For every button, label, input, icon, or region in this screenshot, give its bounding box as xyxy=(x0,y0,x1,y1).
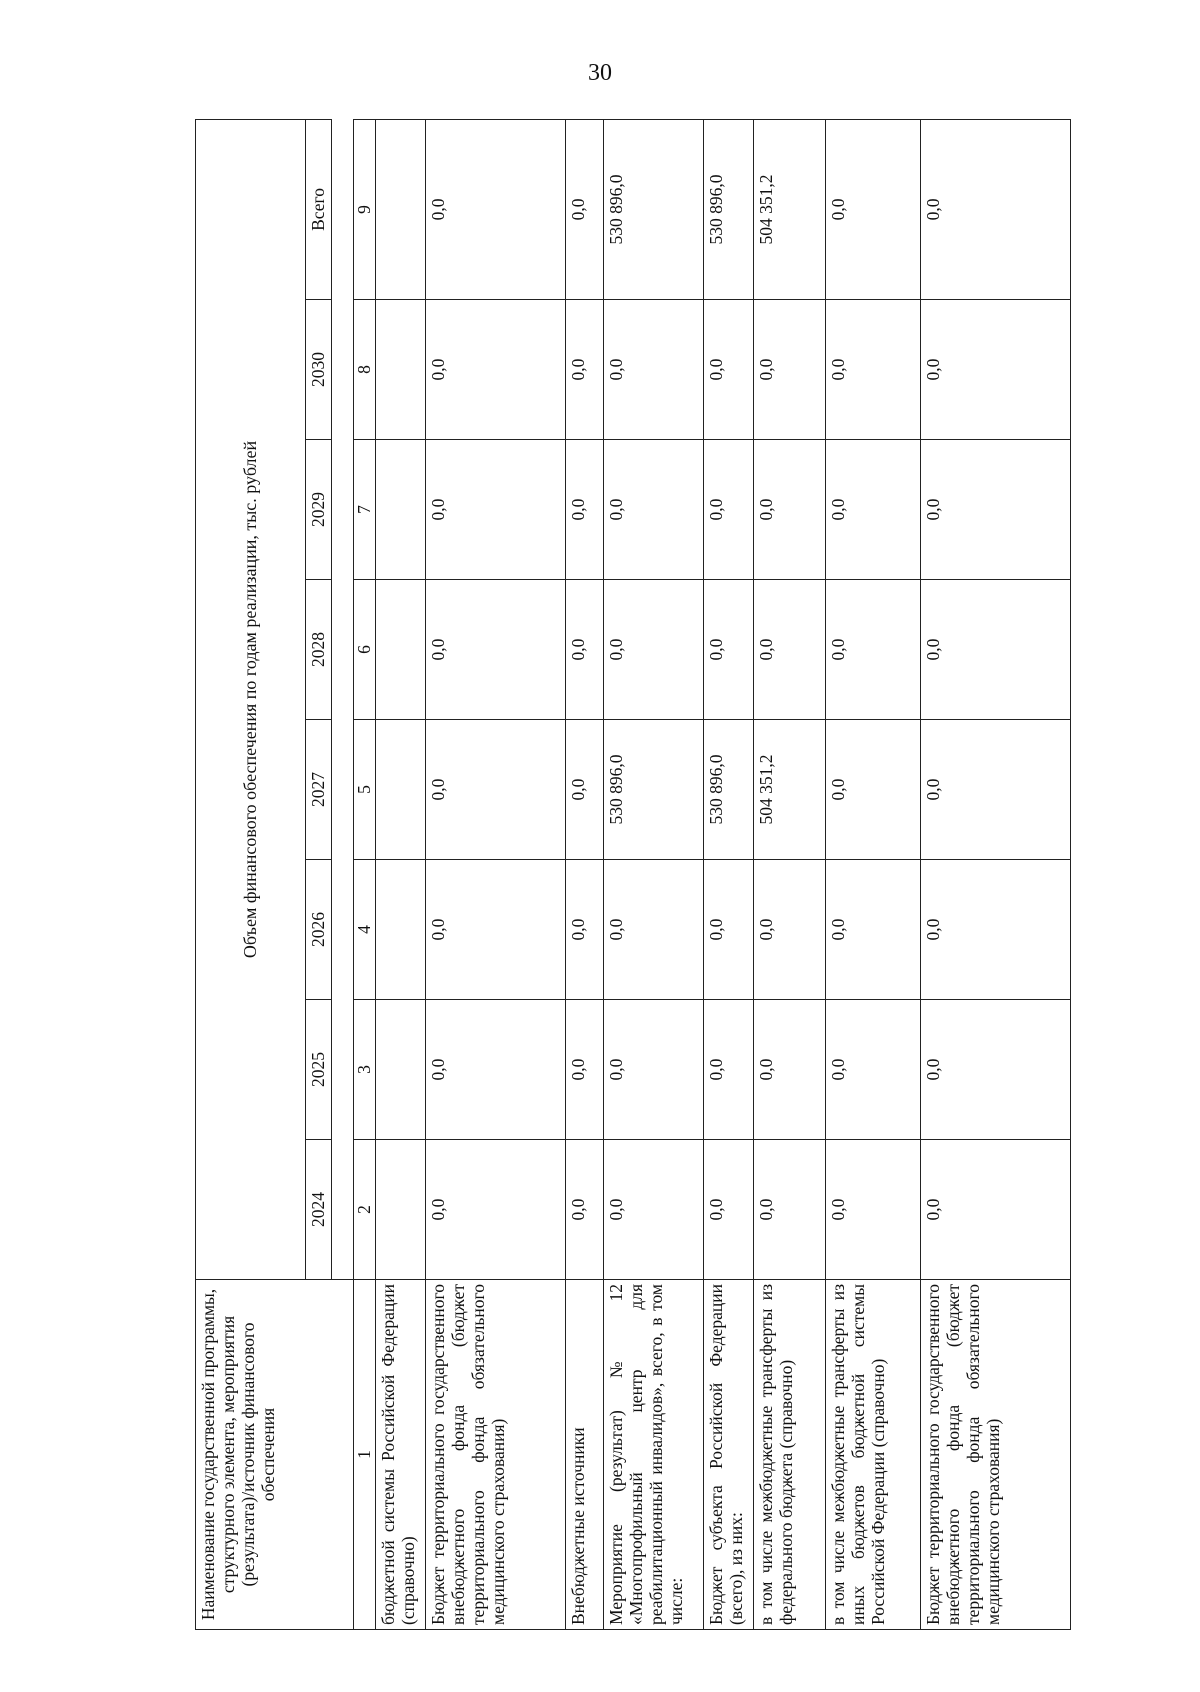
column-number: 4 xyxy=(354,860,376,1000)
value-cell: 0,0 xyxy=(826,1140,921,1280)
column-number: 9 xyxy=(354,119,376,299)
value-cell: 0,0 xyxy=(921,860,1071,1000)
value-cell: 0,0 xyxy=(426,720,566,860)
value-cell: 0,0 xyxy=(826,119,921,299)
table-row xyxy=(604,119,704,1629)
value-cell: 0,0 xyxy=(566,860,604,1000)
column-number: 7 xyxy=(354,440,376,580)
value-cell: 0,0 xyxy=(604,860,704,1000)
value-cell: 0,0 xyxy=(426,1140,566,1280)
header-financing-group: Объем финансового обеспечения по годам реализации, тыс. рублей xyxy=(196,119,306,1279)
value-cell: 0,0 xyxy=(826,440,921,580)
row-name: бюджетной системы Российской Федерации (справочно) xyxy=(376,1280,426,1630)
column-number: 2 xyxy=(354,1140,376,1280)
value-cell: 0,0 xyxy=(566,720,604,860)
header-total: Всего xyxy=(306,119,332,299)
table-row xyxy=(376,119,426,1629)
value-cell xyxy=(376,1000,426,1140)
value-cell: 0,0 xyxy=(426,1000,566,1140)
value-cell xyxy=(376,720,426,860)
value-cell: 0,0 xyxy=(754,860,826,1000)
value-cell: 0,0 xyxy=(566,440,604,580)
value-cell: 504 351,2 xyxy=(754,119,826,299)
value-cell: 530 896,0 xyxy=(604,119,704,299)
header-year: 2026 xyxy=(306,860,332,1000)
header-year: 2029 xyxy=(306,440,332,580)
value-cell xyxy=(376,1140,426,1280)
column-number: 5 xyxy=(354,720,376,860)
value-cell: 0,0 xyxy=(754,580,826,720)
value-cell: 0,0 xyxy=(604,580,704,720)
value-cell: 0,0 xyxy=(566,1140,604,1280)
table-row xyxy=(566,119,604,1629)
value-cell: 0,0 xyxy=(426,440,566,580)
value-cell: 0,0 xyxy=(426,119,566,299)
row-name: Бюджет территориального государственного внебюджетного фонда (бюджет территориального фонда обязательного медицинского страхования) xyxy=(426,1280,566,1630)
column-number: 1 xyxy=(354,1280,376,1630)
column-number: 8 xyxy=(354,300,376,440)
value-cell: 0,0 xyxy=(704,580,754,720)
row-name: в том числе межбюджетные трансферты из федерального бюджета (справочно) xyxy=(754,1280,826,1630)
value-cell: 0,0 xyxy=(604,1140,704,1280)
table-row xyxy=(426,119,566,1629)
value-cell: 0,0 xyxy=(704,1140,754,1280)
value-cell: 530 896,0 xyxy=(604,720,704,860)
value-cell xyxy=(376,860,426,1000)
value-cell: 0,0 xyxy=(754,300,826,440)
value-cell: 0,0 xyxy=(921,119,1071,299)
header-year: 2028 xyxy=(306,580,332,720)
value-cell: 0,0 xyxy=(921,720,1071,860)
header-year: 2030 xyxy=(306,300,332,440)
table-row xyxy=(921,119,1071,1629)
value-cell: 0,0 xyxy=(921,440,1071,580)
value-cell: 0,0 xyxy=(921,1140,1071,1280)
table-row xyxy=(754,119,826,1629)
row-name: Бюджет территориального государственного внебюджетного фонда (бюджет территориального фонда обязательного медицинского страхования) xyxy=(921,1280,1071,1630)
row-name: Внебюджетные источники xyxy=(566,1280,604,1630)
value-cell: 530 896,0 xyxy=(704,720,754,860)
column-number: 6 xyxy=(354,580,376,720)
value-cell: 0,0 xyxy=(704,860,754,1000)
row-name: Мероприятие (результат) № 12 «Многопрофильный центр для реабилитационный инвалидов», всего, в том числе: xyxy=(604,1280,704,1630)
value-cell: 0,0 xyxy=(826,860,921,1000)
header-name-column: Наименование государственной программы, структурного элемента, мероприятия (результата)/источник финансового обеспечения xyxy=(196,1280,354,1630)
value-cell: 0,0 xyxy=(921,1000,1071,1140)
value-cell xyxy=(376,580,426,720)
value-cell: 504 351,2 xyxy=(754,720,826,860)
row-name: Бюджет субъекта Российской Федерации (всего), из них: xyxy=(704,1280,754,1630)
value-cell: 0,0 xyxy=(826,1000,921,1140)
value-cell: 0,0 xyxy=(704,440,754,580)
value-cell: 0,0 xyxy=(566,119,604,299)
value-cell: 0,0 xyxy=(826,300,921,440)
value-cell: 0,0 xyxy=(604,440,704,580)
financing-table xyxy=(195,119,1071,1630)
value-cell: 0,0 xyxy=(426,860,566,1000)
header-year: 2025 xyxy=(306,1000,332,1140)
value-cell xyxy=(376,300,426,440)
value-cell: 0,0 xyxy=(566,300,604,440)
value-cell: 0,0 xyxy=(604,1000,704,1140)
header-year: 2027 xyxy=(306,720,332,860)
page-number: 30 xyxy=(588,60,612,86)
value-cell: 0,0 xyxy=(566,580,604,720)
value-cell: 0,0 xyxy=(604,300,704,440)
value-cell: 0,0 xyxy=(754,1000,826,1140)
value-cell: 0,0 xyxy=(426,580,566,720)
row-name: в том числе межбюджетные трансферты из иных бюджетов бюджетной системы Российской Федерации (справочно) xyxy=(826,1280,921,1630)
value-cell: 0,0 xyxy=(921,300,1071,440)
value-cell: 0,0 xyxy=(921,580,1071,720)
value-cell: 0,0 xyxy=(826,720,921,860)
value-cell xyxy=(376,440,426,580)
header-year: 2024 xyxy=(306,1140,332,1280)
value-cell: 0,0 xyxy=(426,300,566,440)
value-cell: 0,0 xyxy=(704,300,754,440)
value-cell: 530 896,0 xyxy=(704,119,754,299)
value-cell: 0,0 xyxy=(826,580,921,720)
table-row xyxy=(826,119,921,1629)
value-cell: 0,0 xyxy=(566,1000,604,1140)
value-cell: 0,0 xyxy=(704,1000,754,1140)
value-cell: 0,0 xyxy=(754,440,826,580)
value-cell: 0,0 xyxy=(754,1140,826,1280)
value-cell xyxy=(376,119,426,299)
column-number: 3 xyxy=(354,1000,376,1140)
rotated-table-container xyxy=(195,120,1067,1630)
table-row xyxy=(704,119,754,1629)
